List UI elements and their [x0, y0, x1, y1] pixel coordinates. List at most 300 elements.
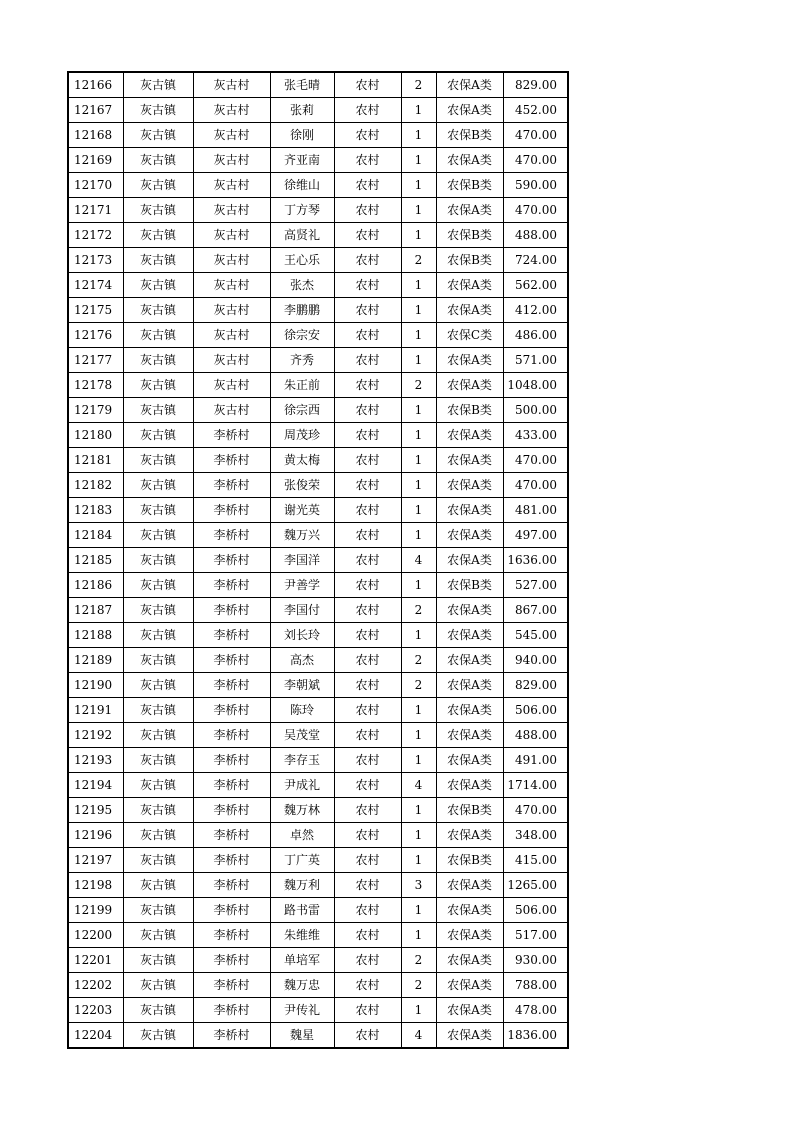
household-size-cell: 2 — [401, 648, 436, 673]
town-cell: 灰古镇 — [123, 123, 193, 148]
household-type-cell: 农村 — [334, 873, 401, 898]
person-name-cell: 魏万林 — [270, 798, 334, 823]
household-type-cell: 农村 — [334, 148, 401, 173]
table-row — [68, 898, 568, 923]
person-name-cell: 尹善学 — [270, 573, 334, 598]
household-size-cell: 1 — [401, 498, 436, 523]
insurance-category-cell: 农保B类 — [436, 573, 503, 598]
insurance-category-cell: 农保A类 — [436, 873, 503, 898]
table-row — [68, 823, 568, 848]
household-type-cell: 农村 — [334, 798, 401, 823]
household-type-cell: 农村 — [334, 723, 401, 748]
village-cell: 李桥村 — [193, 773, 270, 798]
insurance-category-cell: 农保A类 — [436, 748, 503, 773]
record-id-cell: 12167 — [68, 98, 123, 123]
insurance-category-cell: 农保A类 — [436, 423, 503, 448]
insurance-category-cell: 农保A类 — [436, 1023, 503, 1049]
household-type-cell: 农村 — [334, 948, 401, 973]
person-name-cell: 李朝斌 — [270, 673, 334, 698]
household-type-cell: 农村 — [334, 648, 401, 673]
amount-cell: 491.00 — [503, 748, 568, 773]
amount-cell: 488.00 — [503, 723, 568, 748]
household-size-cell: 1 — [401, 398, 436, 423]
record-id-cell: 12188 — [68, 623, 123, 648]
record-id-cell: 12176 — [68, 323, 123, 348]
record-id-cell: 12184 — [68, 523, 123, 548]
village-cell: 李桥村 — [193, 598, 270, 623]
village-cell: 李桥村 — [193, 473, 270, 498]
table-row — [68, 873, 568, 898]
record-id-cell: 12191 — [68, 698, 123, 723]
amount-cell: 488.00 — [503, 223, 568, 248]
village-cell: 灰古村 — [193, 223, 270, 248]
insurance-category-cell: 农保A类 — [436, 673, 503, 698]
amount-cell: 506.00 — [503, 698, 568, 723]
town-cell: 灰古镇 — [123, 273, 193, 298]
table-row — [68, 598, 568, 623]
household-type-cell: 农村 — [334, 373, 401, 398]
insurance-category-cell: 农保A类 — [436, 823, 503, 848]
amount-cell: 829.00 — [503, 72, 568, 98]
village-cell: 李桥村 — [193, 698, 270, 723]
amount-cell: 470.00 — [503, 123, 568, 148]
insurance-category-cell: 农保A类 — [436, 598, 503, 623]
amount-cell: 517.00 — [503, 923, 568, 948]
household-type-cell: 农村 — [334, 173, 401, 198]
table-row — [68, 573, 568, 598]
record-id-cell: 12182 — [68, 473, 123, 498]
town-cell: 灰古镇 — [123, 98, 193, 123]
town-cell: 灰古镇 — [123, 148, 193, 173]
table-row — [68, 123, 568, 148]
town-cell: 灰古镇 — [123, 72, 193, 98]
record-id-cell: 12172 — [68, 223, 123, 248]
town-cell: 灰古镇 — [123, 973, 193, 998]
record-id-cell: 12195 — [68, 798, 123, 823]
table-row — [68, 548, 568, 573]
household-type-cell: 农村 — [334, 448, 401, 473]
town-cell: 灰古镇 — [123, 398, 193, 423]
record-id-cell: 12190 — [68, 673, 123, 698]
household-size-cell: 1 — [401, 348, 436, 373]
amount-cell: 486.00 — [503, 323, 568, 348]
table-row — [68, 223, 568, 248]
town-cell: 灰古镇 — [123, 598, 193, 623]
person-name-cell: 路书雷 — [270, 898, 334, 923]
household-size-cell: 1 — [401, 123, 436, 148]
town-cell: 灰古镇 — [123, 648, 193, 673]
amount-cell: 867.00 — [503, 598, 568, 623]
record-id-cell: 12169 — [68, 148, 123, 173]
town-cell: 灰古镇 — [123, 223, 193, 248]
record-id-cell: 12168 — [68, 123, 123, 148]
amount-cell: 724.00 — [503, 248, 568, 273]
amount-cell: 452.00 — [503, 98, 568, 123]
person-name-cell: 魏万忠 — [270, 973, 334, 998]
town-cell: 灰古镇 — [123, 198, 193, 223]
record-id-cell: 12173 — [68, 248, 123, 273]
insurance-category-cell: 农保A类 — [436, 198, 503, 223]
insurance-category-cell: 农保A类 — [436, 973, 503, 998]
village-cell: 李桥村 — [193, 873, 270, 898]
table-row — [68, 773, 568, 798]
household-type-cell: 农村 — [334, 898, 401, 923]
town-cell: 灰古镇 — [123, 798, 193, 823]
person-name-cell: 张杰 — [270, 273, 334, 298]
household-size-cell: 1 — [401, 848, 436, 873]
insurance-category-cell: 农保A类 — [436, 473, 503, 498]
village-cell: 李桥村 — [193, 898, 270, 923]
table-row — [68, 948, 568, 973]
household-size-cell: 1 — [401, 748, 436, 773]
insurance-category-cell: 农保A类 — [436, 498, 503, 523]
town-cell: 灰古镇 — [123, 873, 193, 898]
record-id-cell: 12186 — [68, 573, 123, 598]
amount-cell: 940.00 — [503, 648, 568, 673]
person-name-cell: 丁方琴 — [270, 198, 334, 223]
person-name-cell: 王心乐 — [270, 248, 334, 273]
household-size-cell: 1 — [401, 623, 436, 648]
table-row — [68, 748, 568, 773]
insurance-category-cell: 农保A类 — [436, 298, 503, 323]
amount-cell: 500.00 — [503, 398, 568, 423]
record-id-cell: 12180 — [68, 423, 123, 448]
insurance-category-cell: 农保A类 — [436, 773, 503, 798]
household-type-cell: 农村 — [334, 598, 401, 623]
household-size-cell: 1 — [401, 148, 436, 173]
table-row — [68, 348, 568, 373]
table-row — [68, 448, 568, 473]
table-row — [68, 423, 568, 448]
household-type-cell: 农村 — [334, 348, 401, 373]
household-type-cell: 农村 — [334, 923, 401, 948]
insurance-category-cell: 农保C类 — [436, 323, 503, 348]
household-type-cell: 农村 — [334, 198, 401, 223]
record-id-cell: 12204 — [68, 1023, 123, 1049]
household-type-cell: 农村 — [334, 498, 401, 523]
amount-cell: 1636.00 — [503, 548, 568, 573]
household-size-cell: 1 — [401, 298, 436, 323]
record-id-cell: 12166 — [68, 72, 123, 98]
table-row — [68, 323, 568, 348]
record-id-cell: 12170 — [68, 173, 123, 198]
table-row — [68, 173, 568, 198]
person-name-cell: 魏万利 — [270, 873, 334, 898]
person-name-cell: 丁广英 — [270, 848, 334, 873]
person-name-cell: 黄太梅 — [270, 448, 334, 473]
amount-cell: 478.00 — [503, 998, 568, 1023]
village-cell: 李桥村 — [193, 498, 270, 523]
insurance-category-cell: 农保A类 — [436, 648, 503, 673]
town-cell: 灰古镇 — [123, 748, 193, 773]
household-size-cell: 1 — [401, 223, 436, 248]
town-cell: 灰古镇 — [123, 473, 193, 498]
record-id-cell: 12177 — [68, 348, 123, 373]
town-cell: 灰古镇 — [123, 248, 193, 273]
town-cell: 灰古镇 — [123, 573, 193, 598]
table-row — [68, 973, 568, 998]
town-cell: 灰古镇 — [123, 698, 193, 723]
household-size-cell: 2 — [401, 948, 436, 973]
insurance-category-cell: 农保A类 — [436, 148, 503, 173]
household-type-cell: 农村 — [334, 1023, 401, 1049]
household-type-cell: 农村 — [334, 398, 401, 423]
household-type-cell: 农村 — [334, 673, 401, 698]
town-cell: 灰古镇 — [123, 673, 193, 698]
person-name-cell: 张莉 — [270, 98, 334, 123]
town-cell: 灰古镇 — [123, 548, 193, 573]
village-cell: 李桥村 — [193, 1023, 270, 1049]
household-size-cell: 1 — [401, 323, 436, 348]
record-id-cell: 12194 — [68, 773, 123, 798]
household-size-cell: 2 — [401, 72, 436, 98]
household-type-cell: 农村 — [334, 323, 401, 348]
record-id-cell: 12201 — [68, 948, 123, 973]
person-name-cell: 齐亚南 — [270, 148, 334, 173]
insurance-category-cell: 农保A类 — [436, 623, 503, 648]
insurance-category-cell: 农保B类 — [436, 398, 503, 423]
village-cell: 灰古村 — [193, 373, 270, 398]
household-type-cell: 农村 — [334, 223, 401, 248]
person-name-cell: 吴茂堂 — [270, 723, 334, 748]
insurance-category-cell: 农保B类 — [436, 173, 503, 198]
table-row — [68, 998, 568, 1023]
table-row — [68, 723, 568, 748]
table-row — [68, 648, 568, 673]
table-row — [68, 623, 568, 648]
table-row — [68, 398, 568, 423]
village-cell: 李桥村 — [193, 448, 270, 473]
household-type-cell: 农村 — [334, 423, 401, 448]
insurance-category-cell: 农保A类 — [436, 523, 503, 548]
insurance-category-cell: 农保A类 — [436, 923, 503, 948]
household-size-cell: 1 — [401, 423, 436, 448]
person-name-cell: 单培军 — [270, 948, 334, 973]
record-id-cell: 12175 — [68, 298, 123, 323]
town-cell: 灰古镇 — [123, 173, 193, 198]
insurance-category-cell: 农保A类 — [436, 448, 503, 473]
insurance-category-cell: 农保A类 — [436, 548, 503, 573]
household-type-cell: 农村 — [334, 98, 401, 123]
table-row — [68, 673, 568, 698]
town-cell: 灰古镇 — [123, 348, 193, 373]
village-cell: 李桥村 — [193, 573, 270, 598]
town-cell: 灰古镇 — [123, 323, 193, 348]
person-name-cell: 谢光英 — [270, 498, 334, 523]
town-cell: 灰古镇 — [123, 998, 193, 1023]
record-id-cell: 12171 — [68, 198, 123, 223]
household-type-cell: 农村 — [334, 823, 401, 848]
record-id-cell: 12203 — [68, 998, 123, 1023]
town-cell: 灰古镇 — [123, 1023, 193, 1049]
village-cell: 李桥村 — [193, 523, 270, 548]
household-size-cell: 1 — [401, 273, 436, 298]
household-type-cell: 农村 — [334, 298, 401, 323]
amount-cell: 571.00 — [503, 348, 568, 373]
insurance-category-cell: 农保A类 — [436, 98, 503, 123]
person-name-cell: 李存玉 — [270, 748, 334, 773]
amount-cell: 470.00 — [503, 798, 568, 823]
village-cell: 李桥村 — [193, 973, 270, 998]
household-type-cell: 农村 — [334, 998, 401, 1023]
records-body — [68, 72, 568, 1048]
village-cell: 李桥村 — [193, 723, 270, 748]
town-cell: 灰古镇 — [123, 923, 193, 948]
household-type-cell: 农村 — [334, 848, 401, 873]
household-size-cell: 1 — [401, 98, 436, 123]
person-name-cell: 李国付 — [270, 598, 334, 623]
insurance-category-cell: 农保A类 — [436, 373, 503, 398]
amount-cell: 1836.00 — [503, 1023, 568, 1049]
insurance-category-cell: 农保B类 — [436, 223, 503, 248]
amount-cell: 1714.00 — [503, 773, 568, 798]
table-row — [68, 698, 568, 723]
household-type-cell: 农村 — [334, 548, 401, 573]
household-size-cell: 3 — [401, 873, 436, 898]
amount-cell: 788.00 — [503, 973, 568, 998]
household-type-cell: 农村 — [334, 123, 401, 148]
town-cell: 灰古镇 — [123, 723, 193, 748]
person-name-cell: 刘长玲 — [270, 623, 334, 648]
household-size-cell: 4 — [401, 773, 436, 798]
record-id-cell: 12185 — [68, 548, 123, 573]
household-type-cell: 农村 — [334, 748, 401, 773]
record-id-cell: 12179 — [68, 398, 123, 423]
town-cell: 灰古镇 — [123, 498, 193, 523]
amount-cell: 590.00 — [503, 173, 568, 198]
amount-cell: 470.00 — [503, 148, 568, 173]
household-size-cell: 1 — [401, 173, 436, 198]
household-type-cell: 农村 — [334, 248, 401, 273]
village-cell: 灰古村 — [193, 123, 270, 148]
table-row — [68, 523, 568, 548]
person-name-cell: 徐宗西 — [270, 398, 334, 423]
amount-cell: 415.00 — [503, 848, 568, 873]
record-id-cell: 12199 — [68, 898, 123, 923]
amount-cell: 545.00 — [503, 623, 568, 648]
village-cell: 李桥村 — [193, 623, 270, 648]
insurance-category-cell: 农保B类 — [436, 248, 503, 273]
amount-cell: 470.00 — [503, 448, 568, 473]
record-id-cell: 12197 — [68, 848, 123, 873]
amount-cell: 506.00 — [503, 898, 568, 923]
village-cell: 李桥村 — [193, 848, 270, 873]
record-id-cell: 12198 — [68, 873, 123, 898]
household-size-cell: 2 — [401, 973, 436, 998]
table-row — [68, 98, 568, 123]
person-name-cell: 周茂珍 — [270, 423, 334, 448]
household-size-cell: 1 — [401, 798, 436, 823]
household-size-cell: 1 — [401, 898, 436, 923]
amount-cell: 470.00 — [503, 473, 568, 498]
household-size-cell: 1 — [401, 573, 436, 598]
town-cell: 灰古镇 — [123, 423, 193, 448]
household-size-cell: 1 — [401, 198, 436, 223]
table-row — [68, 273, 568, 298]
person-name-cell: 高贤礼 — [270, 223, 334, 248]
person-name-cell: 徐宗安 — [270, 323, 334, 348]
household-type-cell: 农村 — [334, 773, 401, 798]
person-name-cell: 李国洋 — [270, 548, 334, 573]
household-size-cell: 4 — [401, 548, 436, 573]
village-cell: 灰古村 — [193, 198, 270, 223]
town-cell: 灰古镇 — [123, 523, 193, 548]
town-cell: 灰古镇 — [123, 948, 193, 973]
record-id-cell: 12192 — [68, 723, 123, 748]
household-size-cell: 2 — [401, 248, 436, 273]
household-size-cell: 1 — [401, 698, 436, 723]
household-size-cell: 1 — [401, 998, 436, 1023]
household-type-cell: 农村 — [334, 623, 401, 648]
record-id-cell: 12193 — [68, 748, 123, 773]
amount-cell: 412.00 — [503, 298, 568, 323]
village-cell: 李桥村 — [193, 798, 270, 823]
table-row — [68, 298, 568, 323]
village-cell: 李桥村 — [193, 423, 270, 448]
record-id-cell: 12202 — [68, 973, 123, 998]
table-row — [68, 848, 568, 873]
record-id-cell: 12187 — [68, 598, 123, 623]
table-row — [68, 148, 568, 173]
records-table — [67, 71, 569, 1049]
household-type-cell: 农村 — [334, 573, 401, 598]
household-size-cell: 1 — [401, 523, 436, 548]
amount-cell: 829.00 — [503, 673, 568, 698]
person-name-cell: 徐维山 — [270, 173, 334, 198]
record-id-cell: 12181 — [68, 448, 123, 473]
village-cell: 灰古村 — [193, 273, 270, 298]
table-row — [68, 498, 568, 523]
insurance-category-cell: 农保A类 — [436, 948, 503, 973]
village-cell: 灰古村 — [193, 348, 270, 373]
village-cell: 灰古村 — [193, 398, 270, 423]
table-row — [68, 798, 568, 823]
household-size-cell: 4 — [401, 1023, 436, 1049]
record-id-cell: 12189 — [68, 648, 123, 673]
village-cell: 灰古村 — [193, 248, 270, 273]
table-row — [68, 373, 568, 398]
table-row — [68, 198, 568, 223]
insurance-category-cell: 农保B类 — [436, 848, 503, 873]
insurance-category-cell: 农保A类 — [436, 898, 503, 923]
town-cell: 灰古镇 — [123, 848, 193, 873]
town-cell: 灰古镇 — [123, 298, 193, 323]
person-name-cell: 张毛晴 — [270, 72, 334, 98]
household-type-cell: 农村 — [334, 973, 401, 998]
insurance-category-cell: 农保A类 — [436, 723, 503, 748]
village-cell: 李桥村 — [193, 673, 270, 698]
table-row — [68, 248, 568, 273]
insurance-category-cell: 农保A类 — [436, 998, 503, 1023]
town-cell: 灰古镇 — [123, 373, 193, 398]
table-row — [68, 923, 568, 948]
record-id-cell: 12178 — [68, 373, 123, 398]
town-cell: 灰古镇 — [123, 823, 193, 848]
person-name-cell: 徐刚 — [270, 123, 334, 148]
insurance-category-cell: 农保B类 — [436, 123, 503, 148]
record-id-cell: 12183 — [68, 498, 123, 523]
household-size-cell: 2 — [401, 373, 436, 398]
person-name-cell: 朱维维 — [270, 923, 334, 948]
household-size-cell: 1 — [401, 473, 436, 498]
village-cell: 灰古村 — [193, 323, 270, 348]
insurance-category-cell: 农保A类 — [436, 698, 503, 723]
household-size-cell: 1 — [401, 823, 436, 848]
person-name-cell: 高杰 — [270, 648, 334, 673]
amount-cell: 930.00 — [503, 948, 568, 973]
amount-cell: 527.00 — [503, 573, 568, 598]
insurance-category-cell: 农保A类 — [436, 348, 503, 373]
